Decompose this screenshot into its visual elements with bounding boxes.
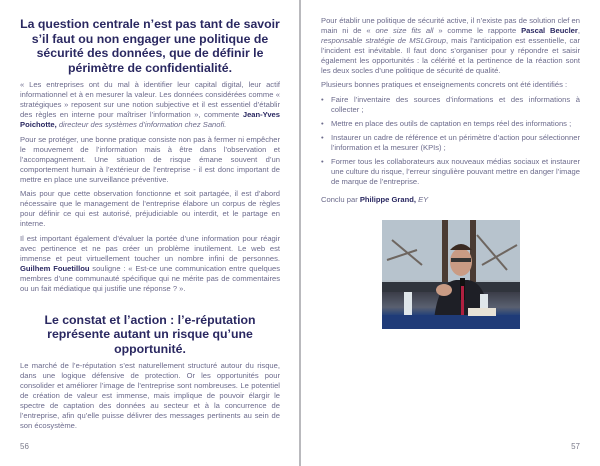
conclusion-credit [321, 195, 580, 205]
bullet-list [321, 95, 580, 191]
quote-text: « Les entreprises ont du mal à identifier leur capital digital, leur actif informationnel et à en mesurer la valeur. Les données considérées comme « stratégiques » reposent sur une notion subjective et il est essentiel d’établir des règles en interne pour maîtriser l’information », commente [20, 80, 280, 120]
paragraph-text: Pour établir une politique de sécurité active, il n’existe pas de solution clef en main ni de « [321, 16, 580, 35]
paragraph [20, 234, 280, 293]
person-name: Philippe Grand, [359, 195, 416, 205]
paragraph-text: , mais l’anticipation est essentielle, car l’incident est inévitable. Il faut donc s’organiser pour y répondre et saisir également les opportunités : la célérité et la pertinence de la réaction sont les deux socles d’une politique de sécurité de qualité. [321, 35, 580, 75]
person-name: Pascal Beucler [521, 25, 578, 35]
paragraph [20, 80, 280, 130]
paragraph: Mais pour que cette observation fonctionne et soit partagée, il est d’abord nécessaire que le management de l’entreprise élabore un corpus de règles pour définir ce qui est autorisé, préjudiciable ou interdit, et le partage en interne. [20, 189, 280, 229]
page-number: 57 [571, 441, 580, 451]
section-heading: Le constat et l’action : l’e-réputation représente autant un risque qu’une opportunité. [44, 312, 256, 356]
person-name: Jean-Yves Poichotte, [20, 110, 280, 129]
speaker-photo [382, 220, 520, 329]
list-item: • Mettre en place des outils de captation en temps réel des informations ; [321, 119, 580, 129]
list-item: • Former tous les collaborateurs aux nouveaux médias sociaux et instaurer une culture du risque, l’erreur singulière pouvant mettre en danger l’image de marque de l’entreprise. [321, 157, 580, 187]
italic-phrase: one size fits all [375, 25, 434, 35]
person-role: responsable stratégie de MSLGroup [321, 35, 446, 45]
person-role: directeur des systèmes d’information chez Sanofi. [56, 120, 227, 129]
paragraph: Le marché de l’e-réputation s’est naturellement structuré autour du risque, dans une logique défensive de protection. Or les opportunités pour consolider et améliorer l’image de l’entreprise sont nombreuses. Le potentiel de création de valeur est immense, mais implique de pouvoir élargir le spectre de captation des données au secteur et à la concurrence de l’entreprise, afin qu’elle puisse délivrer des messages pertinents au sein de son écosystème. [20, 361, 280, 430]
paragraph: Pour se protéger, une bonne pratique consiste non pas à fermer ni empêcher le mouvement de l’information mais à être dans l’observation et l’accompagnement. Une situation de risque émane souvent d’un comportement humain à l’extérieur de l’entreprise - il est donc important de mettre en place une surveillance préventive. [20, 134, 280, 184]
list-item: • Instaurer un cadre de référence et un périmètre d’action pour sélectionner l’information et la mesurer (KPIs) ; [321, 133, 580, 153]
person-name: Guilhem Fouetillou [20, 263, 90, 273]
quote-text: souligne : « Est-ce une communication entre quelques membres d’une communauté spécifique qui ne mérite pas de commentaires ou un fait médiatique qui justifie une réponse ? ». [20, 263, 280, 293]
paragraph [321, 16, 580, 75]
credit-prefix: Conclu par [321, 195, 360, 205]
organization: EY [415, 195, 429, 205]
paragraph-text: Il est important également d’évaluer la portée d’une information pour réagir avec pertinence et ne pas créer un problème inutilement. Le web est immense et peut virtuellement toucher un nombre infini de personnes. [20, 234, 280, 263]
list-item: • Faire l’inventaire des sources d’informations et des informations à collecter ; [321, 95, 580, 115]
paragraph: Plusieurs bonnes pratiques et enseignements concrets ont été identifiés : [321, 80, 568, 90]
left-page [0, 0, 299, 466]
page-number: 56 [20, 441, 29, 451]
paragraph-text: , [577, 25, 580, 35]
speaker-photo-illustration [382, 220, 520, 329]
section-heading: La question centrale n’est pas tant de savoir s’il faut ou non engager une politique de sécurité des données, que de définir le périmètre de confidentialité. [20, 17, 280, 75]
paragraph-text: » comme le rapporte [433, 25, 522, 35]
right-page [301, 0, 600, 466]
